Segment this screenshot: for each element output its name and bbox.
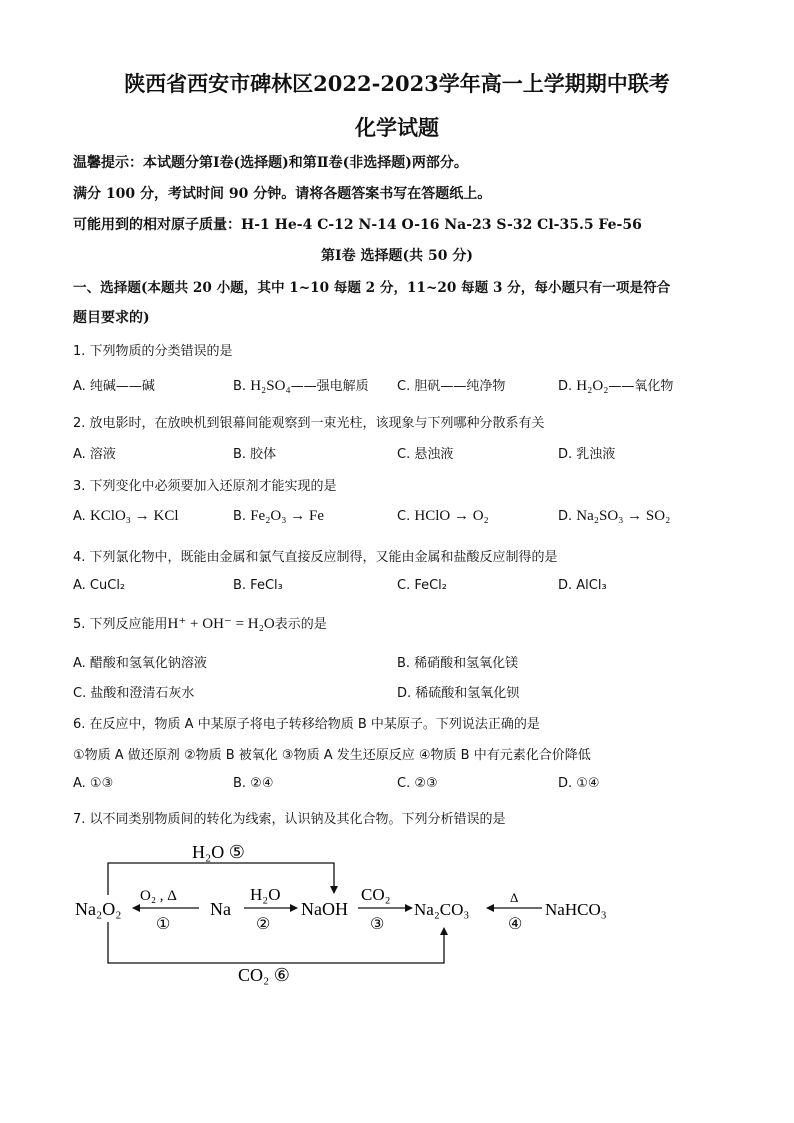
q4-option-c: C. FeCl₂ [397, 578, 448, 593]
q5-stem-suffix: 表示的是 [274, 617, 327, 632]
q4-option-d: D. AlCl₃ [558, 578, 607, 593]
note-1: 温馨提示：本试题分第Ⅰ卷(选择题)和第Ⅱ卷(非选择题)两部分。 [73, 155, 468, 171]
q1-option-d-text: ——氧化物 [608, 379, 674, 394]
page-subtitle: 化学试题 [355, 115, 439, 140]
species-na2o2: Na₂O₂ [75, 899, 122, 919]
q3-option-c-label: C. [397, 509, 411, 524]
q3-option-c-formula: HClO → O₂ [414, 508, 489, 524]
q4-stem: 4. 下列氯化物中，既能由金属和氯气直接反应制得，又能由金属和盐酸反应制得的是 [73, 550, 558, 565]
q5-option-b: B. 稀硝酸和氢氧化镁 [397, 656, 519, 671]
q3-option-d-label: D. [558, 509, 573, 524]
label-5: H₂O ⑤ [192, 842, 245, 862]
label-1-condition: O₂ , Δ [140, 888, 177, 904]
label-1-number: ① [156, 916, 171, 933]
species-na2co3: Na₂CO₃ [414, 900, 470, 919]
page-title: 陕西省西安市碑林区2022-2023学年高一上学期期中联考 [124, 71, 670, 96]
q6-option-b: B. ②④ [233, 776, 274, 791]
species-nahco3: NaHCO₃ [545, 900, 607, 919]
section-heading-line2: 题目要求的) [73, 310, 150, 326]
q5-option-c: C. 盐酸和澄清石灰水 [73, 686, 195, 701]
label-6: CO₂ ⑥ [238, 965, 290, 985]
label-4-number: ④ [508, 916, 523, 933]
part-title: 第Ⅰ卷 选择题(共 50 分) [321, 248, 473, 264]
q3-option-d-formula: Na₂SO₃ → SO₂ [576, 508, 671, 524]
q2-stem: 2. 放电影时，在放映机到银幕间能观察到一束光柱，该现象与下列哪种分散系有关 [73, 416, 545, 431]
species-naoh: NaOH [301, 899, 348, 919]
q4-option-b: B. FeCl₃ [233, 578, 283, 593]
q6-option-c: C. ②③ [397, 776, 438, 791]
q3-option-a-formula: KClO₃ → KCl [89, 508, 179, 524]
q1-option-d-formula: H₂O₂ [576, 378, 609, 394]
q1-stem: 1. 下列物质的分类错误的是 [73, 344, 233, 359]
q5-option-d: D. 稀硫酸和氢氧化钡 [397, 686, 520, 701]
q5-stem-formula: H⁺ + OH⁻ = H₂O [167, 616, 275, 632]
q1-option-a: A. 纯碱——碱 [73, 379, 155, 394]
q3-stem: 3. 下列变化中必须要加入还原剂才能实现的是 [73, 479, 337, 494]
q3-option-a-label: A. [73, 509, 86, 524]
q2-option-c: C. 悬浊液 [397, 447, 454, 462]
q7-stem: 7. 以不同类别物质间的转化为线索，认识钠及其化合物。下列分析错误的是 [73, 812, 506, 827]
q5-stem-prefix: 5. 下列反应能用 [73, 617, 168, 632]
species-na: Na [210, 899, 231, 919]
q4-option-a: A. CuCl₂ [73, 578, 126, 593]
label-2-condition: H₂O [250, 885, 281, 904]
note-3: 可能用到的相对原子质量：H-1 He-4 C-12 N-14 O-16 Na-23 S-32 Cl-35.5 Fe-56 [73, 217, 642, 233]
q1-option-d-label: D. [558, 379, 573, 394]
label-2-number: ② [256, 916, 271, 933]
q1-option-b-label: B. [233, 379, 247, 394]
q2-option-b: B. 胶体 [233, 447, 277, 462]
q3-option-b-label: B. [233, 509, 247, 524]
label-3-number: ③ [370, 916, 385, 933]
section-heading-line1: 一、选择题(本题共 20 小题，其中 1~10 每题 2 分，11~20 每题 3 分，每小题只有一项是符合 [73, 280, 671, 296]
q6-stem: 6. 在反应中，物质 A 中某原子将电子转移给物质 B 中某原子。下列说法正确的是 [73, 717, 540, 732]
q6-statements: ①物质 A 做还原剂 ②物质 B 被氧化 ③物质 A 发生还原反应 ④物质 B 中有元素化合价降低 [73, 748, 591, 763]
q3-option-b-formula: Fe₂O₃ → Fe [250, 508, 324, 524]
q6-option-a: A. ①③ [73, 776, 114, 791]
note-2: 满分 100 分，考试时间 90 分钟。请将各题答案书写在答题纸上。 [73, 186, 492, 202]
q2-option-d: D. 乳浊液 [558, 447, 616, 462]
q6-option-d: D. ①④ [558, 776, 600, 791]
label-4-condition: Δ [510, 890, 519, 905]
q1-option-c: C. 胆矾——纯净物 [397, 379, 506, 394]
q2-option-a: A. 溶液 [73, 447, 116, 462]
label-3-condition: CO₂ [361, 885, 391, 904]
q1-option-b-formula: H₂SO₄ [250, 378, 291, 394]
q1-option-b-text: ——强电解质 [290, 379, 369, 394]
q5-option-a: A. 醋酸和氢氧化钠溶液 [73, 656, 207, 671]
